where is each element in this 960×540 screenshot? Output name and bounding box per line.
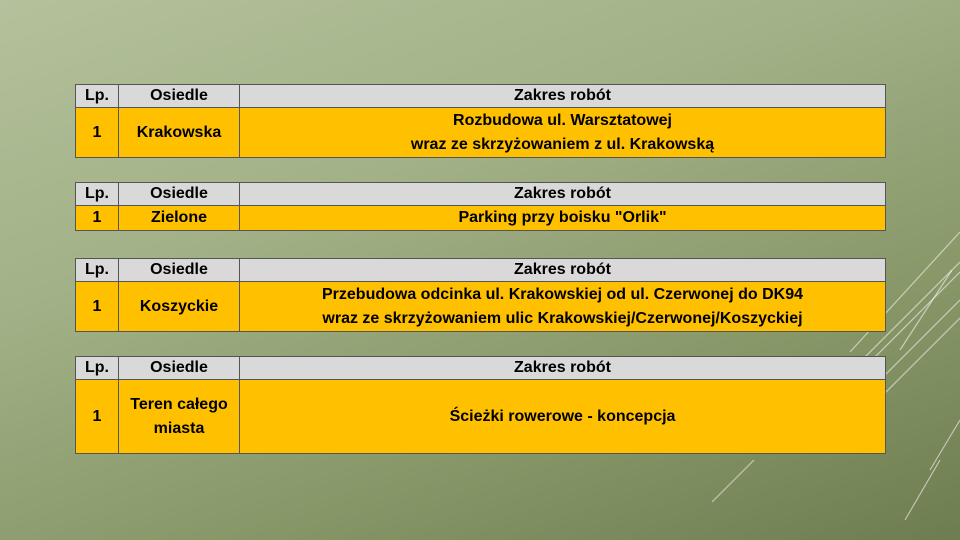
cell-osiedle-line: Koszyckie <box>139 297 219 315</box>
table-header-row <box>76 85 886 108</box>
cell-zakres-line: Ścieżki rowerowe - koncepcja <box>449 407 676 425</box>
table-row <box>76 380 886 454</box>
cell-osiedle-line: Zielone <box>150 209 207 226</box>
cell-osiedle-line: Teren całego <box>130 395 228 413</box>
cell-zakres <box>240 380 886 454</box>
cell-zakres <box>240 206 886 231</box>
header-lp: Lp. <box>76 259 119 282</box>
header-lp: Lp. <box>76 85 119 108</box>
cell-osiedle <box>119 108 240 158</box>
cell-osiedle <box>119 282 240 332</box>
table-teren-calego-miasta <box>75 356 886 454</box>
header-zakres: Zakres robót <box>240 85 886 108</box>
header-zakres: Zakres robót <box>240 357 886 380</box>
cell-zakres-line: wraz ze skrzyżowaniem z ul. Krakowską <box>410 135 715 153</box>
cell-zakres-line: Parking przy boisku "Orlik" <box>458 209 667 226</box>
table-krakowska <box>75 84 886 158</box>
header-osiedle: Osiedle <box>119 183 240 206</box>
cell-osiedle <box>119 380 240 454</box>
table-koszyckie <box>75 258 886 332</box>
table-zielone <box>75 182 886 231</box>
cell-osiedle <box>119 206 240 231</box>
table-row <box>76 282 886 332</box>
cell-osiedle-line: Krakowska <box>136 123 222 141</box>
header-zakres: Zakres robót <box>240 183 886 206</box>
cell-lp: 1 <box>76 282 119 332</box>
header-osiedle: Osiedle <box>119 357 240 380</box>
table-row <box>76 206 886 231</box>
table-row <box>76 108 886 158</box>
header-lp: Lp. <box>76 183 119 206</box>
header-zakres: Zakres robót <box>240 259 886 282</box>
table-header-row <box>76 357 886 380</box>
table-header-row <box>76 183 886 206</box>
cell-zakres-line: wraz ze skrzyżowaniem ulic Krakowskiej/Czerwonej/Koszyckiej <box>322 309 803 327</box>
cell-lp: 1 <box>76 380 119 454</box>
cell-lp: 1 <box>76 108 119 158</box>
header-lp: Lp. <box>76 357 119 380</box>
cell-lp: 1 <box>76 206 119 231</box>
cell-osiedle-line: miasta <box>153 419 205 437</box>
header-osiedle: Osiedle <box>119 259 240 282</box>
header-osiedle: Osiedle <box>119 85 240 108</box>
cell-zakres <box>240 282 886 332</box>
cell-zakres <box>240 108 886 158</box>
table-header-row <box>76 259 886 282</box>
cell-zakres-line: Rozbudowa ul. Warsztatowej <box>453 111 672 129</box>
cell-zakres-line: Przebudowa odcinka ul. Krakowskiej od ul. Czerwonej do DK94 <box>322 285 803 303</box>
